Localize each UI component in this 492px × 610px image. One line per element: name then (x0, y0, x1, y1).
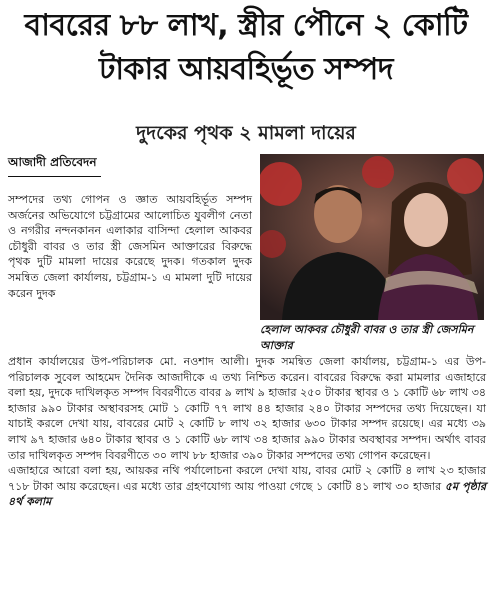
article-paragraph-2 (8, 463, 486, 510)
reporter-byline: আজাদী প্রতিবেদন (8, 152, 101, 177)
article-column (8, 192, 252, 301)
article-paragraph-2-text: এজাহারে আরো বলা হয়, আয়কর নথি পর্যালোচনা করলে দেখা যায়, বাবর মোট ২ কোটি ৪ লাখ ২৩ হাজার ৭১৮ টাকা আয় করেছেন। এর মধ্যে তার গ্রহণযোগ্য আয় পাওয়া গেছে ১ কোটি ৪১ লাখ ৩০ হাজার (8, 464, 486, 493)
headline-line-1: বাবরের ৮৮ লাখ, স্ত্রীর পৌনে ২ কোটি (24, 8, 468, 43)
article-paragraph-1: প্রধান কার্যালয়ের উপ-পরিচালক মো. নওশাদ আলী। দুদক সমন্বিত জেলা কার্যালয়, চট্টগ্রাম-১ এর উপ-পরিচালক সুবেল আহমেদ দৈনিক আজাদীকে এ তথ্য নিশ্চিত করেন। বাবরের বিরুদ্ধে করা মামলার এজাহারে বলা হয়, দুদকে দাখিলকৃত সম্পদ বিবরণীতে বাবর ৯ লাখ ৯ হাজার ২৫০ টাকার স্থাবর ও ১ কোটি ৬৮ লাখ ৩৪ হাজার ৯৯০ টাকার অস্থাবরসহ মোট ১ কোটি ৭৭ লাখ ৪৪ হাজার ২৪০ টাকার সম্পদের তথ্য দিয়েছেন। যা যাচাই করলে দেখা যায়, বাবরের মোট ২ কোটি ৮ লাখ ৩২ হাজার ৬৩০ টাকার সম্পদ রয়েছে। এর মধ্যে ৩৯ লাখ ৯৭ হাজার ৬৪০ টাকার স্থাবর ও ১ কোটি ৬৮ লাখ ৩৪ হাজার ৯৯০ টাকার অবস্থাবর সম্পদ। অর্থাৎ বাবর তার দাখিলকৃত সম্পদ বিবরণীতে ৩০ লাখ ৮৮ হাজার ৩৯০ টাকার সম্পদের তথ্য গোপন করেছেন। (8, 355, 486, 462)
article-photo (260, 154, 484, 320)
headline-line-2: টাকার আয়বহির্ভূত সম্পদ (98, 52, 394, 87)
continuation-note: ৫ম পৃষ্ঠার ৪র্থ কলাম (8, 479, 486, 509)
couple-photo-illustration (260, 154, 484, 320)
photo-caption: হেলাল আকবর চৌধুরী বাবর ও তার স্ত্রী জেসমিন আক্তার (260, 323, 474, 352)
subheadline: দুদকের পৃথক ২ মামলা দায়ের (136, 122, 356, 144)
article-body-full-width (8, 354, 486, 510)
headline (6, 4, 486, 92)
article-paragraph-lead: সম্পদের তথ্য গোপন ও জ্ঞাত আয়বহির্ভূত সম্পদ অর্জনের অভিযোগে চট্টগ্রামের আলোচিত যুবলীগ নেতা ও নগরীর নন্দনকানন এলাকার বাসিন্দা হেলাল আকবর চৌধুরী বাবর ও তার স্ত্রী জেসমিন আক্তারের বিরুদ্ধে পৃথক দুটি মামলা দায়ের করেছে দুদক। গতকাল দুদক সমন্বিত জেলা কার্যালয়, চট্টগ্রাম-১ এ মামলা দুটি দায়ের করেন দুদক (8, 193, 252, 300)
